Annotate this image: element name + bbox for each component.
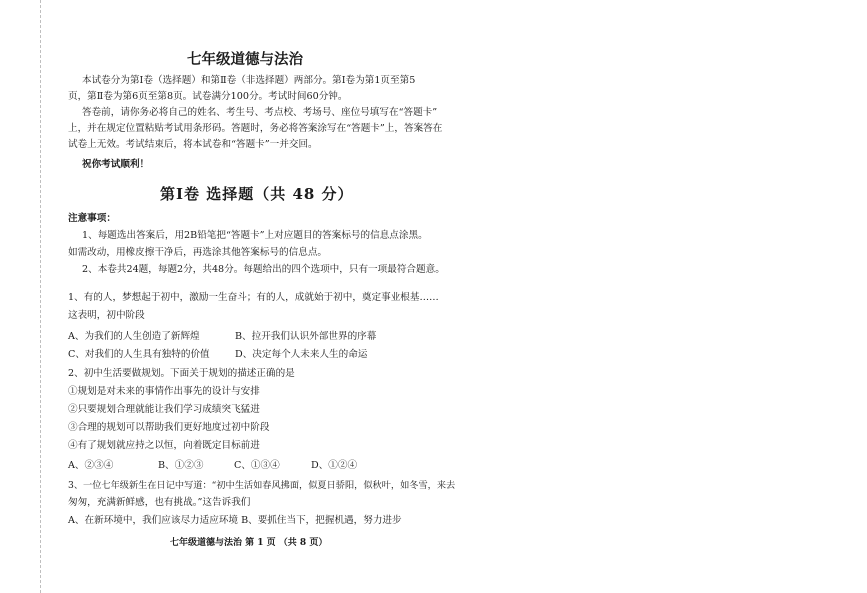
question-3-options: A、在新环境中，我们应该尽力适应环境 B、要抓住当下，把握机遇，努力进步	[68, 515, 402, 526]
note-line: 1、每题选出答案后，用2B铅笔把“答题卡”上对应题目的答案标号的信息点涂黑。	[82, 230, 428, 241]
notes-heading: 注意事项：	[68, 213, 116, 224]
statement-item: ③合理的规划可以帮助我们更好地度过初中阶段	[68, 422, 270, 433]
intro-line: 试卷上无效。考试结束后，将本试卷和“答题卡”一并交回。	[68, 139, 318, 150]
good-luck-text: 祝你考试顺利！	[82, 159, 150, 170]
page-footer: 七年级道德与法治 第 1 页 （共 8 页）	[170, 538, 328, 548]
section-title: 第Ⅰ卷 选择题（共 48 分）	[160, 185, 354, 203]
question-1-stem: 1、有的人，梦想起于初中，激励一生奋斗；有的人，成就始于初中，奠定事业根基……	[68, 292, 439, 303]
option-c: C、对我们的人生具有独特的价值	[68, 349, 210, 360]
page-2	[434, 0, 867, 593]
note-line: 2、本卷共24题，每题2分，共48分。每题给出的四个选项中，只有一项最符合题意。	[82, 264, 445, 275]
page-title: 七年级道德与法治	[187, 51, 303, 68]
question-3-stem: 匆匆，充满新鲜感，也有挑战。”这告诉我们	[68, 497, 251, 508]
option-c: C、①③④	[234, 460, 280, 471]
note-line: 如需改动，用橡皮擦干净后，再选涂其他答案标号的信息点。	[68, 247, 328, 258]
intro-line: 页，第Ⅱ卷为第6页至第8页。试卷满分100分。考试时间60分钟。	[68, 91, 348, 102]
intro-line: 答卷前，请你务必将自己的姓名、考生号、考点校、考场号、座位号填写在“答题卡”	[82, 107, 438, 118]
statement-item: ②只要规划合理就能让我们学习成绩突飞猛进	[68, 404, 260, 415]
option-b: B、①②③	[158, 460, 204, 471]
option-b: B、拉开我们认识外部世界的序幕	[235, 331, 377, 342]
option-a: A、②③④	[68, 460, 114, 471]
statement-item: ①规划是对未来的事情作出事先的设计与安排	[68, 386, 260, 397]
intro-line: 本试卷分为第Ⅰ卷（选择题）和第Ⅱ卷（非选择题）两部分。第Ⅰ卷为第1页至第5	[82, 75, 416, 86]
option-a: A、为我们的人生创造了新辉煌	[68, 331, 200, 342]
question-3-stem: 3、一位七年级新生在日记中写道：“初中生活如春风拂面，似夏日骄阳，似秋叶，如冬雪，来去	[68, 480, 456, 491]
statement-item: ④有了规划就应持之以恒，向着既定目标前进	[68, 440, 260, 451]
question-1-stem: 这表明，初中阶段	[68, 310, 145, 321]
intro-line: 上，并在规定位置粘贴考试用条形码。答题时，务必将答案涂写在“答题卡”上，答案答在	[68, 123, 443, 134]
option-d: D、决定每个人未来人生的命运	[235, 349, 368, 360]
option-d: D、①②④	[311, 460, 358, 471]
question-2-stem: 2、初中生活要做规划。下面关于规划的描述正确的是	[68, 368, 295, 379]
